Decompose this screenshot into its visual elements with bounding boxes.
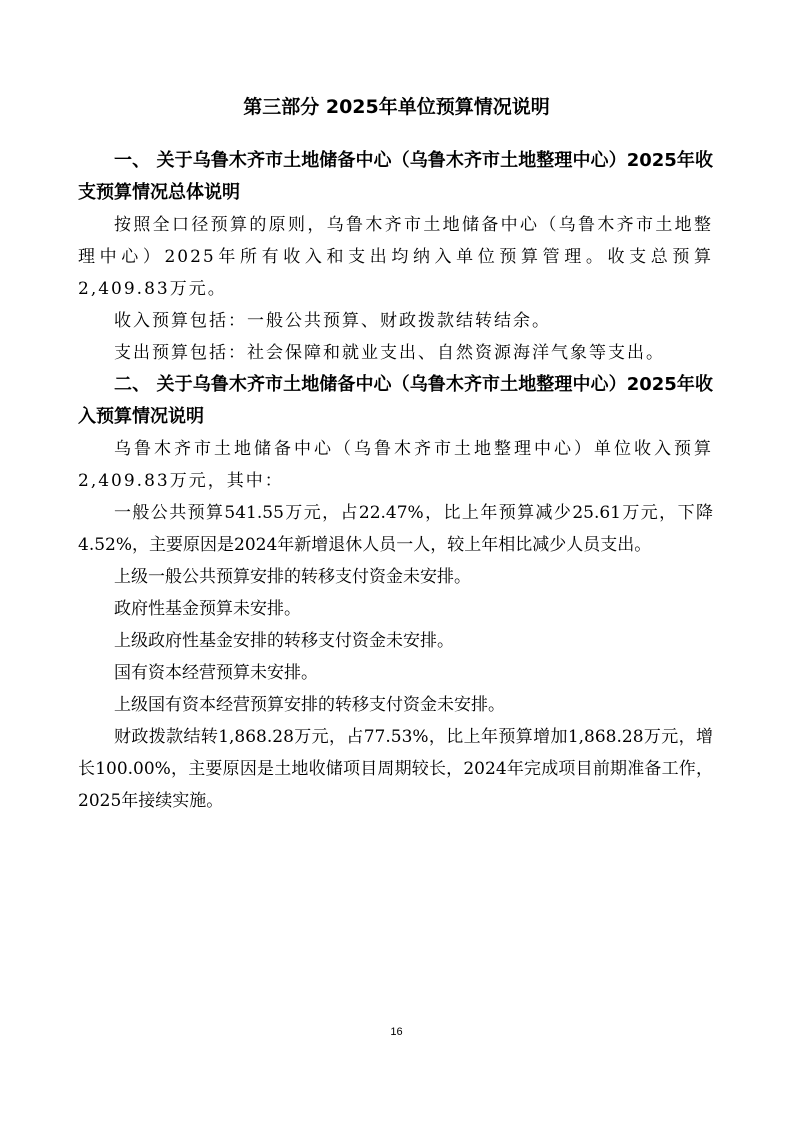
paragraph-overall-budget: 按照全口径预算的原则，乌鲁木齐市土地储备中心（乌鲁木齐市土地整理中心）2025年所有收入和支出均纳入单位预算管理。收支总预算2,409.83万元。: [78, 215, 713, 299]
section-heading-2: 二、 关于乌鲁木齐市土地储备中心（乌鲁木齐市土地整理中心）2025年收入预算情况说明: [78, 374, 713, 427]
paragraph-state-capital: 国有资本经营预算未安排。: [114, 663, 318, 683]
document-body: [78, 145, 713, 817]
page-number: 16: [390, 1026, 403, 1038]
paragraph-transfer-state-capital: 上级国有资本经营预算安排的转移支付资金未安排。: [114, 695, 505, 715]
page-title: 第三部分 2025年单位预算情况说明: [243, 96, 550, 118]
paragraph-fiscal-carryover: 财政拨款结转1,868.28万元，占77.53%，比上年预算增加1,868.28万元，增长100.00%，主要原因是土地收储项目周期较长，2024年完成项目前期准备工作，2025年接续实施。: [78, 727, 713, 811]
paragraph-expense-includes: 支出预算包括：社会保障和就业支出、自然资源海洋气象等支出。: [114, 343, 665, 363]
paragraph-government-fund: 政府性基金预算未安排。: [114, 599, 301, 619]
paragraph-unit-income: 乌鲁木齐市土地储备中心（乌鲁木齐市土地整理中心）单位收入预算2,409.83万元，其中：: [78, 439, 713, 491]
paragraph-transfer-fund: 上级政府性基金安排的转移支付资金未安排。: [114, 631, 454, 651]
paragraph-transfer-general: 上级一般公共预算安排的转移支付资金未安排。: [114, 567, 471, 587]
paragraph-income-includes: 收入预算包括：一般公共预算、财政拨款结转结余。: [114, 311, 551, 331]
section-heading-1: 一、 关于乌鲁木齐市土地储备中心（乌鲁木齐市土地整理中心）2025年收支预算情况总体说明: [78, 150, 713, 203]
paragraph-general-public-budget: 一般公共预算541.55万元，占22.47%，比上年预算减少25.61万元，下降4.52%，主要原因是2024年新增退休人员一人，较上年相比减少人员支出。: [78, 503, 713, 555]
